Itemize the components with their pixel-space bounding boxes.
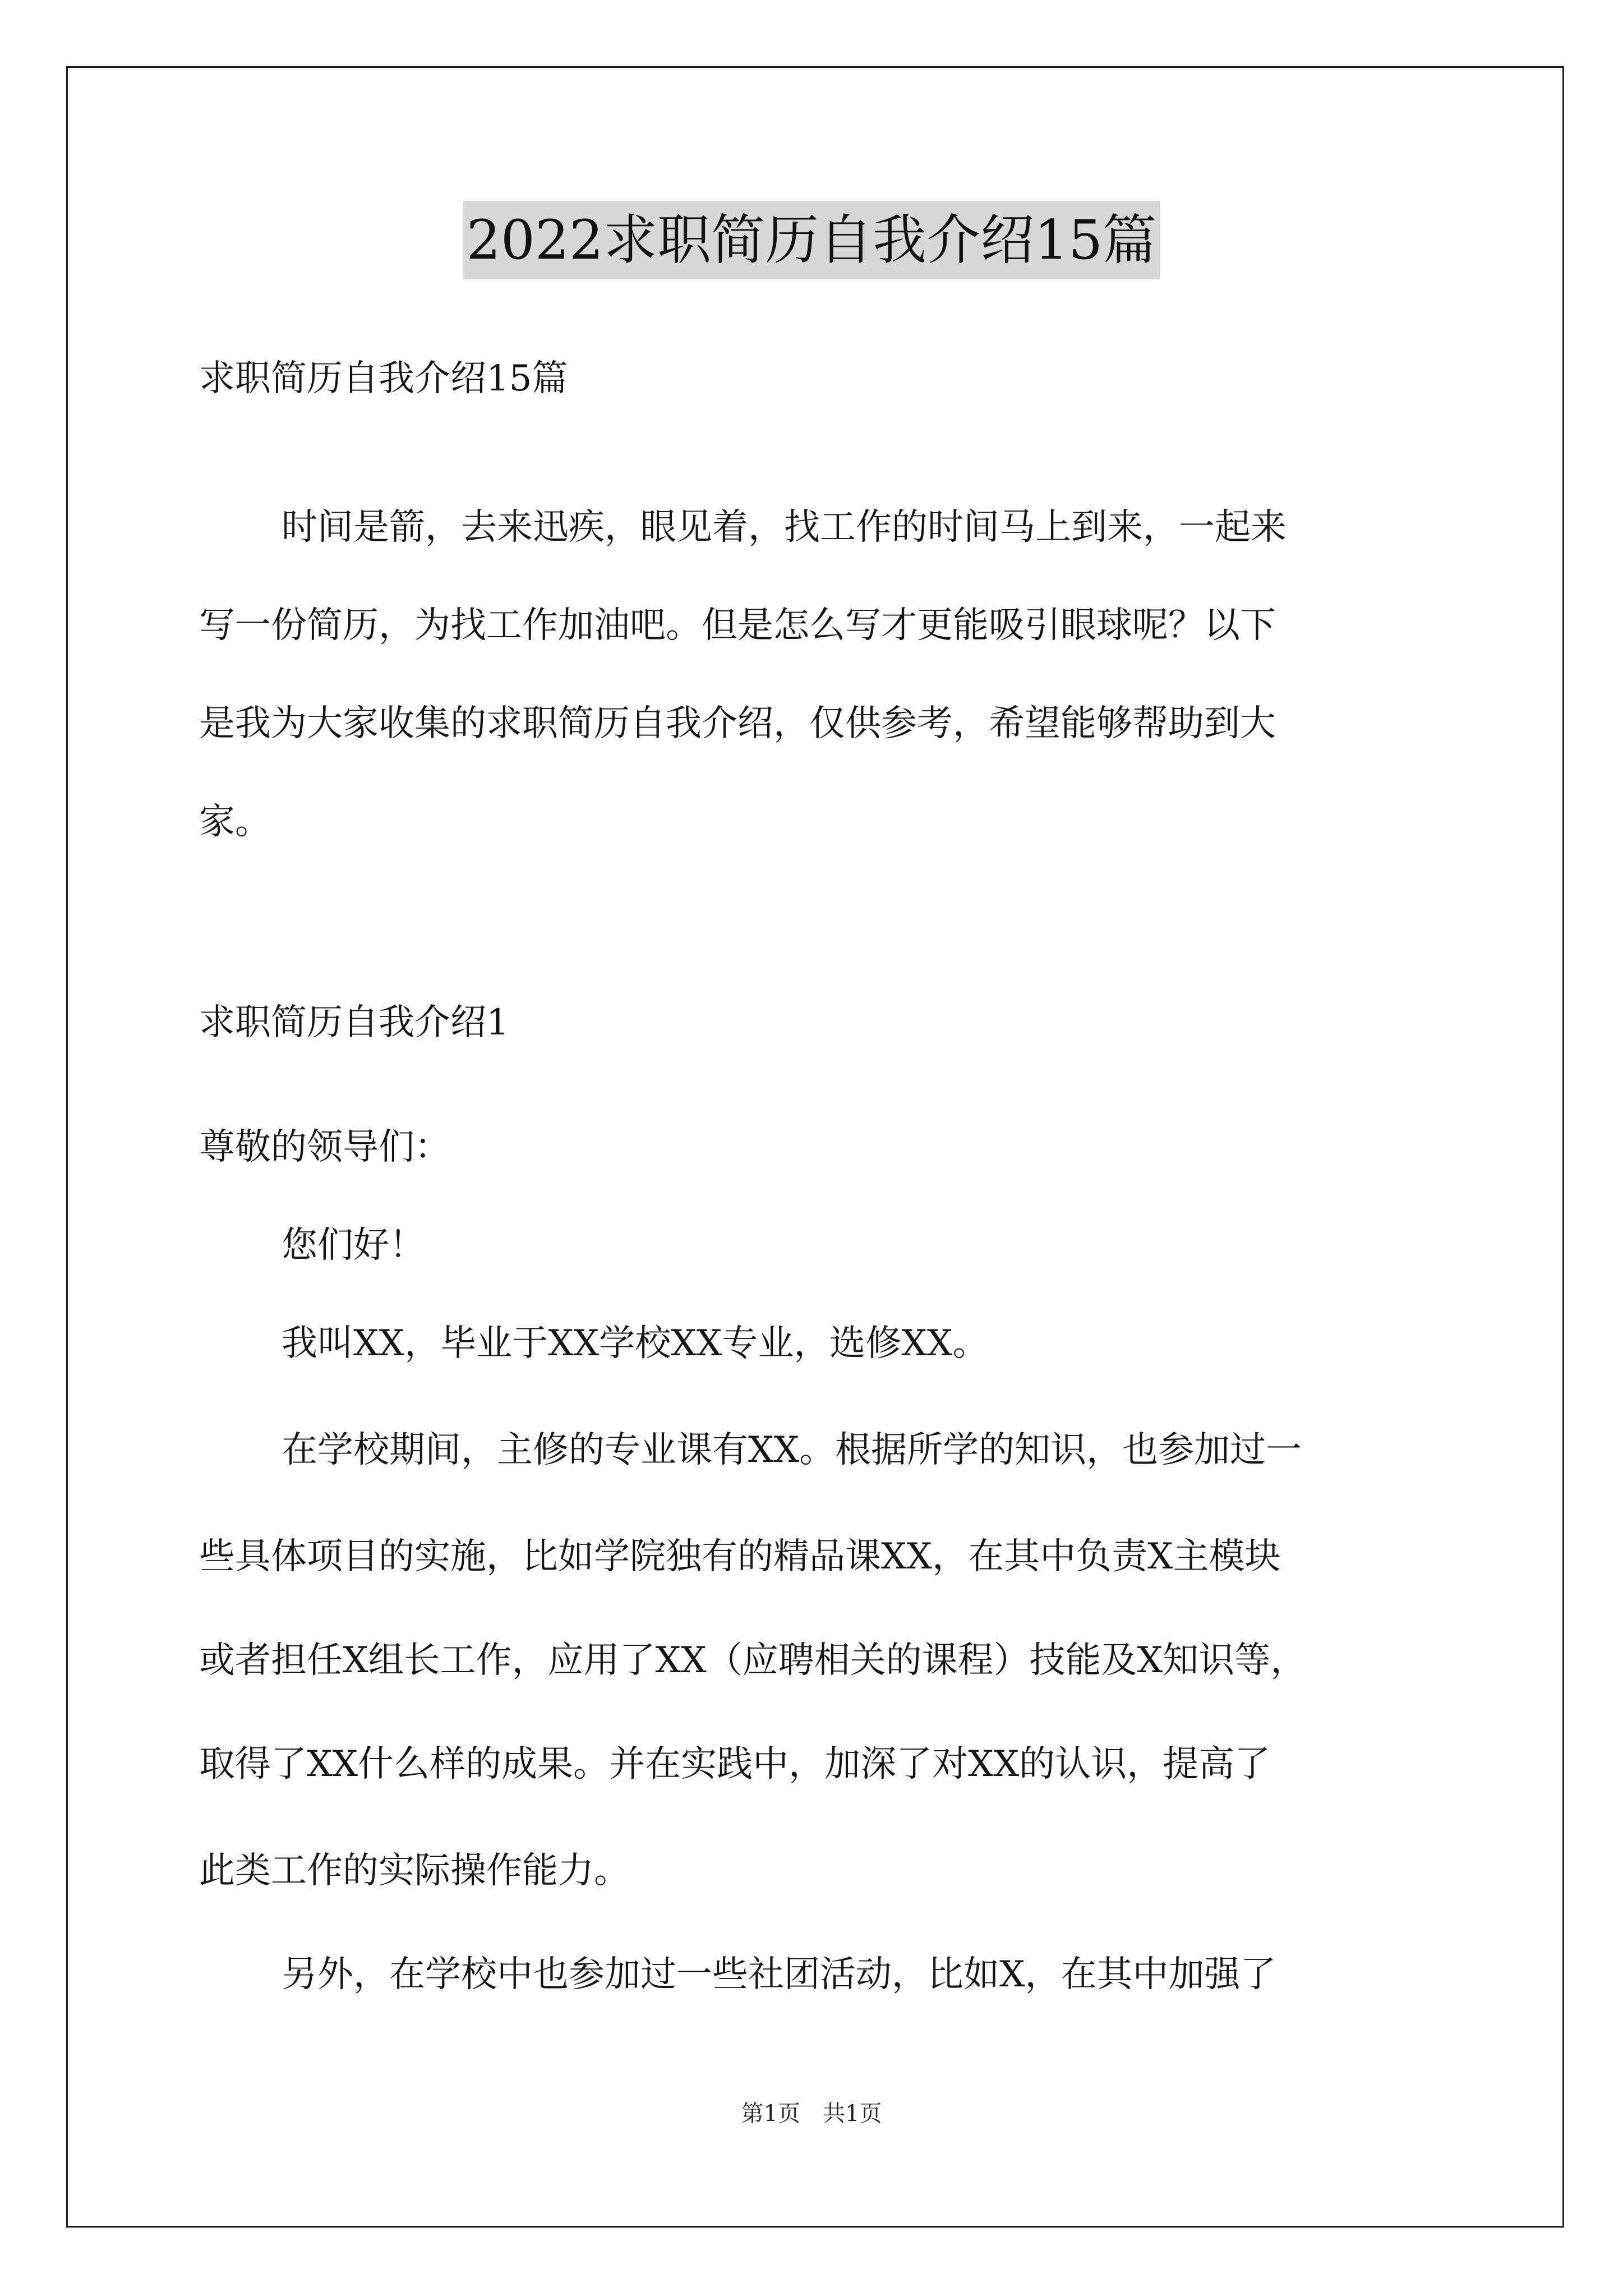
body-paragraph-2-line-3: 或者担任X组长工作，应用了XX（应聘相关的课程）技能及X知识等，	[199, 1640, 1307, 1681]
body-paragraph-1: 我叫XX，毕业于XX学校XX专业，选修XX。	[282, 1323, 989, 1364]
greeting: 您们好！	[282, 1225, 425, 1266]
intro-line-1: 时间是箭，去来迅疾，眼见着，找工作的时间马上到来，一起来	[282, 507, 1287, 548]
body-paragraph-2-line-4: 取得了XX什么样的成果。并在实践中，加深了对XX的认识，提高了	[199, 1743, 1271, 1785]
intro-line-3: 是我为大家收集的求职简历自我介绍，仅供参考，希望能够帮助到大	[199, 703, 1276, 744]
intro-line-4: 家。	[199, 801, 271, 843]
body-paragraph-2-line-5: 此类工作的实际操作能力。	[199, 1850, 630, 1892]
document-title: 2022求职简历自我介绍15篇	[463, 201, 1160, 279]
body-paragraph-2-line-1: 在学校期间，主修的专业课有XX。根据所学的知识，也参加过一	[282, 1429, 1302, 1471]
section-heading: 求职简历自我介绍1	[199, 1002, 509, 1043]
body-paragraph-3-line-1: 另外，在学校中也参加过一些社团活动，比如X，在其中加强了	[282, 1954, 1276, 1995]
page-footer: 第1页 共1页	[741, 2101, 882, 2127]
intro-line-2: 写一份简历，为找工作加油吧。但是怎么写才更能吸引眼球呢？以下	[199, 605, 1276, 646]
subtitle-line: 求职简历自我介绍15篇	[199, 358, 568, 399]
title-container	[0, 201, 1623, 279]
salutation: 尊敬的领导们：	[199, 1126, 450, 1168]
body-paragraph-2-line-2: 些具体项目的实施，比如学院独有的精品课XX，在其中负责X主模块	[199, 1536, 1281, 1577]
